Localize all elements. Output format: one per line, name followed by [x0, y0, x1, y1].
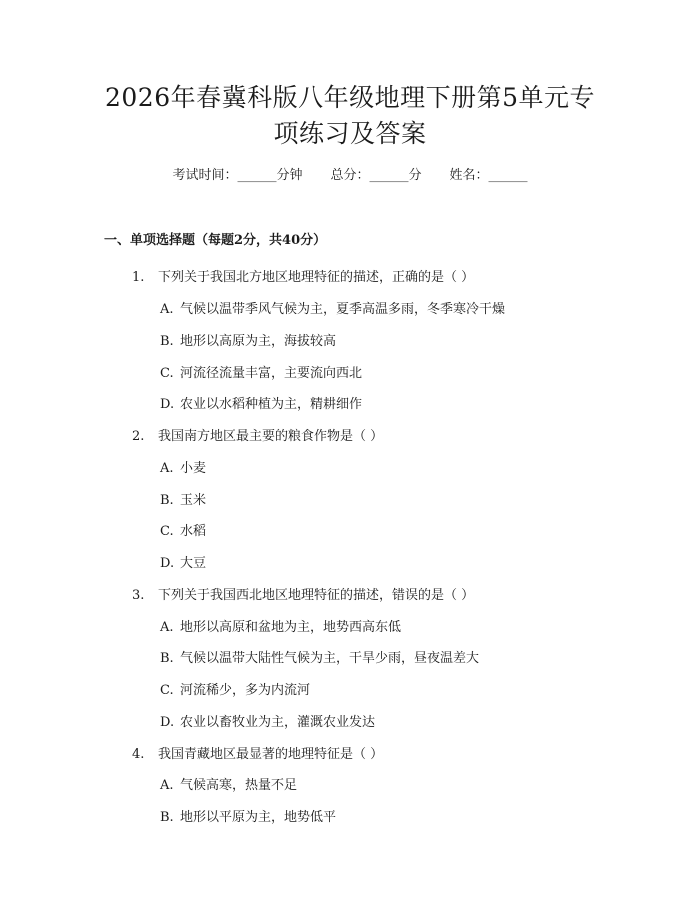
- option: [160, 681, 310, 701]
- question-text: 我国青藏地区最显著的地理特征是（ ）: [158, 747, 384, 762]
- option-letter: C.: [160, 683, 174, 698]
- option: [160, 618, 401, 638]
- question-number: 2.: [132, 429, 145, 444]
- title-line-2: 项练习及答案: [273, 119, 427, 148]
- option-letter: B.: [160, 651, 174, 666]
- option-text: 地形以平原为主，地势低平: [180, 810, 337, 825]
- option-text: 玉米: [180, 493, 207, 508]
- option: [160, 459, 206, 479]
- option-letter: A.: [160, 461, 174, 476]
- question-number: 1.: [132, 270, 145, 285]
- question-4: [132, 745, 383, 765]
- option-letter: D.: [160, 556, 175, 571]
- option-text: 气候高寒，热量不足: [180, 778, 298, 793]
- student-name: 姓名：______: [449, 168, 528, 183]
- document-title: [70, 80, 630, 152]
- question-2: [132, 427, 383, 447]
- option: [160, 554, 206, 574]
- option-text: 农业以水稻种植为主，精耕细作: [180, 397, 363, 412]
- option-text: 小麦: [180, 461, 207, 476]
- option: [160, 808, 336, 828]
- option-text: 大豆: [180, 556, 207, 571]
- option: [160, 713, 375, 733]
- option-text: 河流径流量丰富，主要流向西北: [180, 366, 363, 381]
- question-1: [132, 268, 474, 288]
- option-text: 气候以温带大陆性气候为主，干旱少雨，昼夜温差大: [180, 651, 480, 666]
- option: [160, 522, 206, 542]
- option: [160, 300, 505, 320]
- option-text: 地形以高原和盆地为主，地势西高东低: [180, 620, 402, 635]
- option: [160, 332, 336, 352]
- option-letter: B.: [160, 493, 174, 508]
- option-text: 河流稀少，多为内流河: [180, 683, 311, 698]
- option-letter: B.: [160, 334, 174, 349]
- option-letter: C.: [160, 366, 174, 381]
- option-letter: A.: [160, 302, 174, 317]
- option-text: 水稻: [180, 524, 207, 539]
- question-3: [132, 586, 474, 606]
- option-text: 气候以温带季风气候为主，夏季高温多雨，冬季寒冷干燥: [180, 302, 506, 317]
- option-text: 农业以畜牧业为主，灌溉农业发达: [180, 715, 376, 730]
- question-number: 3.: [132, 588, 145, 603]
- exam-total-score: 总分：______分: [330, 168, 422, 183]
- exam-meta: [0, 166, 700, 186]
- option-letter: A.: [160, 778, 174, 793]
- question-text: 我国南方地区最主要的粮食作物是（ ）: [158, 429, 384, 444]
- title-line-1: 2026年春冀科版八年级地理下册第5单元专: [104, 83, 596, 112]
- question-text: 下列关于我国北方地区地理特征的描述，正确的是（ ）: [158, 270, 475, 285]
- option-letter: C.: [160, 524, 174, 539]
- question-number: 4.: [132, 747, 145, 762]
- option: [160, 649, 479, 669]
- option-letter: A.: [160, 620, 174, 635]
- option: [160, 395, 362, 415]
- section-heading: 一、单项选择题（每题2分，共40分）: [104, 233, 327, 248]
- option: [160, 491, 206, 511]
- option: [160, 364, 362, 384]
- option-letter: D.: [160, 397, 175, 412]
- option-text: 地形以高原为主，海拔较高: [180, 334, 337, 349]
- option-letter: D.: [160, 715, 175, 730]
- option: [160, 776, 297, 796]
- question-text: 下列关于我国西北地区地理特征的描述，错误的是（ ）: [158, 588, 475, 603]
- option-letter: B.: [160, 810, 174, 825]
- exam-time: 考试时间：______分钟: [172, 168, 303, 183]
